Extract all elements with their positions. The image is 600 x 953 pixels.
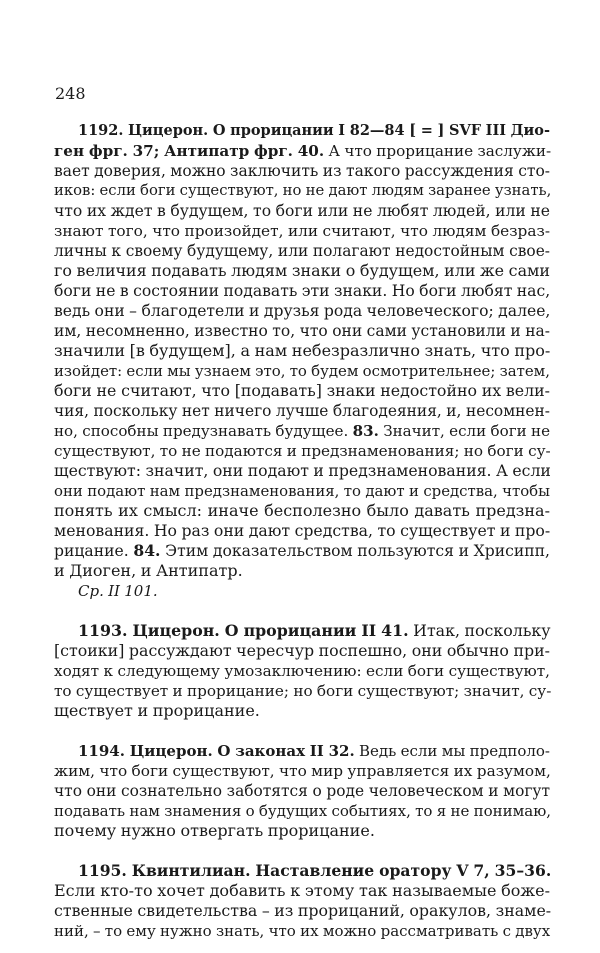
text-run: им, несомненно, известно то, что они сами установили и на- <box>54 322 550 340</box>
cross-reference: Ср. II 101. <box>78 582 158 600</box>
text-run: Если кто-то хочет добавить к этому так называемые боже- <box>54 881 550 900</box>
text-line <box>54 401 550 421</box>
entry-1193 <box>54 621 550 721</box>
text-line <box>54 681 550 701</box>
entry-1192 <box>54 121 550 601</box>
text-line <box>54 801 550 821</box>
text-run: понять их смысл: иначе бесполезно было давать предзна- <box>54 501 550 520</box>
entry-separator <box>54 721 550 741</box>
text-line <box>54 521 550 541</box>
section-number: 84. <box>133 541 161 560</box>
text-line <box>54 881 550 901</box>
text-run: го величия подавать людям знаки о будущем, или же сами <box>54 261 550 280</box>
text-line <box>54 281 550 301</box>
text-line <box>54 921 550 941</box>
text-run: боги не в состоянии подавать эти знаки. Но боги любят нас, <box>54 282 551 300</box>
entry-1194 <box>54 741 550 841</box>
text-line <box>54 421 550 441</box>
text-run: что их ждет в будущем, то боги или не любят людей, или не <box>54 202 550 220</box>
text-run: Этим доказательством пользуются и Хрисипп, <box>160 542 550 560</box>
text-run: менования. Но раз они дают средства, то существует и про- <box>54 521 551 540</box>
text-run: жим, что боги существуют, что мир управляется их разумом, <box>54 762 551 780</box>
text-run: значили [в будущем], а нам небезразлично знать, что про- <box>54 341 551 360</box>
text-run: почему нужно отвергать прорицание. <box>54 821 375 840</box>
text-line <box>54 561 550 581</box>
text-line <box>54 901 550 921</box>
text-run: иков: если боги существуют, но не дают людям заранее узнать, <box>54 182 552 199</box>
entry-heading: 1192. Цицерон. О прорицании I 82—84 [ = ] SVF III Дио- <box>78 122 550 139</box>
text-run: Значит, если боги не <box>378 422 550 440</box>
text-line <box>54 261 550 281</box>
text-run: изойдет: если мы узнаем это, то будем осмотрительнее; затем, <box>54 362 550 380</box>
text-line <box>54 501 550 521</box>
text-run: чия, поскольку нет ничего лучше благодеяния, и, несомнен- <box>54 402 550 420</box>
text-run: Ведь если мы предполо- <box>354 742 550 760</box>
text-line <box>54 381 550 401</box>
text-run: они подают нам предзнаменования, то дают и средства, чтобы <box>54 482 550 500</box>
text-run: [стоики] рассуждают чересчур поспешно, они обычно при- <box>54 641 550 660</box>
text-line <box>54 741 550 761</box>
text-run: вает доверия, можно заключить из такого рассуждения сто- <box>54 162 551 180</box>
text-line <box>54 121 550 141</box>
text-line <box>54 241 550 261</box>
text-run: но, способны предузнавать будущее. <box>54 422 353 440</box>
text-run: знают того, что произойдет, или считают, что людям безраз- <box>54 222 550 240</box>
entry-separator <box>54 841 550 861</box>
text-run: ведь они – благодетели и друзья рода человеческого; далее, <box>54 302 551 320</box>
text-run: ществуют: значит, они подают и предзнаменования. А если <box>54 461 551 480</box>
text-run: рицание. <box>54 542 134 560</box>
text-run: то существует и прорицание; но боги существуют; значит, су- <box>54 682 552 700</box>
text-run: А что прорицание заслужи- <box>324 142 552 160</box>
entry-1195 <box>54 861 550 941</box>
text-line <box>54 781 550 801</box>
text-line <box>54 341 550 361</box>
text-run: существуют, то не подаются и предзнаменования; но боги су- <box>54 442 551 460</box>
text-line <box>54 701 550 721</box>
text-line <box>54 621 550 641</box>
text-line <box>54 361 550 381</box>
entry-heading: ген фрг. 37; Антипатр фрг. 40. <box>54 142 325 160</box>
text-line <box>54 321 550 341</box>
text-run: ществует и прорицание. <box>54 701 260 720</box>
text-line <box>54 541 550 561</box>
text-run: Итак, поскольку <box>408 621 551 640</box>
entry-heading: 1194. Цицерон. О законах II 32. <box>78 742 355 760</box>
text-line <box>54 201 550 221</box>
text-run: боги не считают, что [подавать] знаки недостойно их вели- <box>54 381 550 400</box>
text-run: и Диоген, и Антипатр. <box>54 561 243 580</box>
text-line <box>54 821 550 841</box>
text-run: личны к своему будущему, или полагают недостойным свое- <box>54 242 550 260</box>
text-line <box>54 861 550 881</box>
text-line <box>54 481 550 501</box>
text-run: ний, – то ему нужно знать, что их можно рассматривать с двух <box>54 922 551 940</box>
page-body <box>54 121 550 941</box>
text-line <box>54 161 550 181</box>
text-run: подавать нам знамения о будущих событиях, то я не понимаю, <box>54 802 552 820</box>
text-run: ходят к следующему умозаключению: если боги существуют, <box>54 662 550 680</box>
page-number: 248 <box>55 84 86 103</box>
text-run: ственные свидетельства – из прорицаний, оракулов, знаме- <box>54 901 552 920</box>
entry-heading: 1193. Цицерон. О прорицании II 41. <box>78 621 409 640</box>
entry-heading: 1195. Квинтилиан. Наставление оратору V 7, 35–36. <box>78 861 552 880</box>
text-run: что они сознательно заботятся о роде человеческом и могут <box>54 782 550 800</box>
text-line <box>54 141 550 161</box>
entry-separator <box>54 601 550 621</box>
text-line <box>54 661 550 681</box>
text-line <box>54 181 550 201</box>
text-line <box>54 461 550 481</box>
section-number: 83. <box>352 422 379 440</box>
text-line <box>54 221 550 241</box>
text-line <box>54 441 550 461</box>
text-line <box>54 761 550 781</box>
text-line <box>54 641 550 661</box>
text-line <box>54 301 550 321</box>
